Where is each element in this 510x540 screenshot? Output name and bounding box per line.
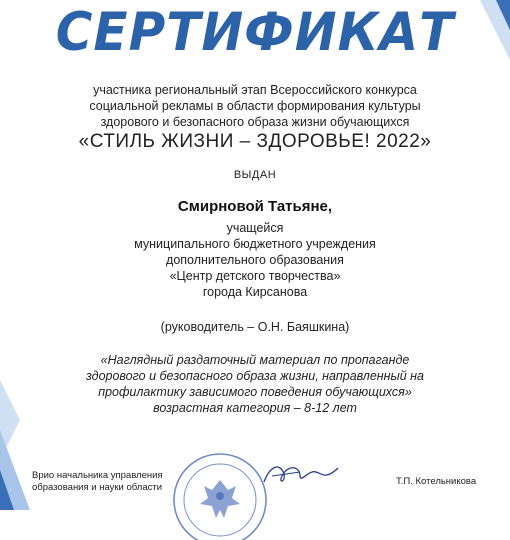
signer-title bbox=[32, 470, 192, 494]
frame-decoration-left bbox=[0, 0, 40, 510]
recipient-info bbox=[60, 220, 450, 300]
work-line: профилактику зависимого поведения обучающихся» bbox=[98, 385, 412, 399]
contest-name: «СТИЛЬ ЖИЗНИ – ЗДОРОВЬЕ! 2022» bbox=[78, 131, 432, 152]
intro-line: участника региональный этап Всероссийского конкурса bbox=[93, 83, 417, 97]
work-line: возрастная категория – 8-12 лет bbox=[153, 401, 357, 415]
intro-line: социальной рекламы в области формирования культуры bbox=[89, 99, 421, 113]
work-line: «Наглядный раздаточный материал по пропаганде bbox=[100, 353, 410, 367]
signer-name: Т.П. Котельникова bbox=[396, 476, 477, 487]
intro-line: здорового и безопасного образа жизни обучающихся bbox=[100, 115, 410, 129]
work-line: здорового и безопасного образа жизни, направленный на bbox=[86, 369, 424, 383]
recipient-info-line: учащейся bbox=[226, 221, 284, 235]
certificate-title: СЕРТИФИКАТ bbox=[55, 1, 455, 63]
recipient-name: Смирновой Татьяне, bbox=[177, 198, 333, 215]
signer-title-line: образования и науки области bbox=[32, 482, 163, 493]
recipient-info-line: города Кирсанова bbox=[202, 285, 308, 299]
intro-text bbox=[60, 82, 450, 130]
frame-decoration-right bbox=[470, 0, 510, 510]
signature-icon bbox=[260, 452, 340, 492]
signer-title-line: Врио начальника управления bbox=[32, 470, 163, 481]
supervisor: (руководитель – О.Н. Баяшкина) bbox=[160, 320, 350, 334]
recipient-info-line: дополнительного образования bbox=[166, 253, 344, 267]
recipient-info-line: муниципального бюджетного учреждения bbox=[134, 237, 376, 251]
recipient-info-line: «Центр детского творчества» bbox=[169, 269, 341, 283]
issued-label: ВЫДАН bbox=[233, 169, 277, 181]
work-description bbox=[50, 352, 460, 416]
